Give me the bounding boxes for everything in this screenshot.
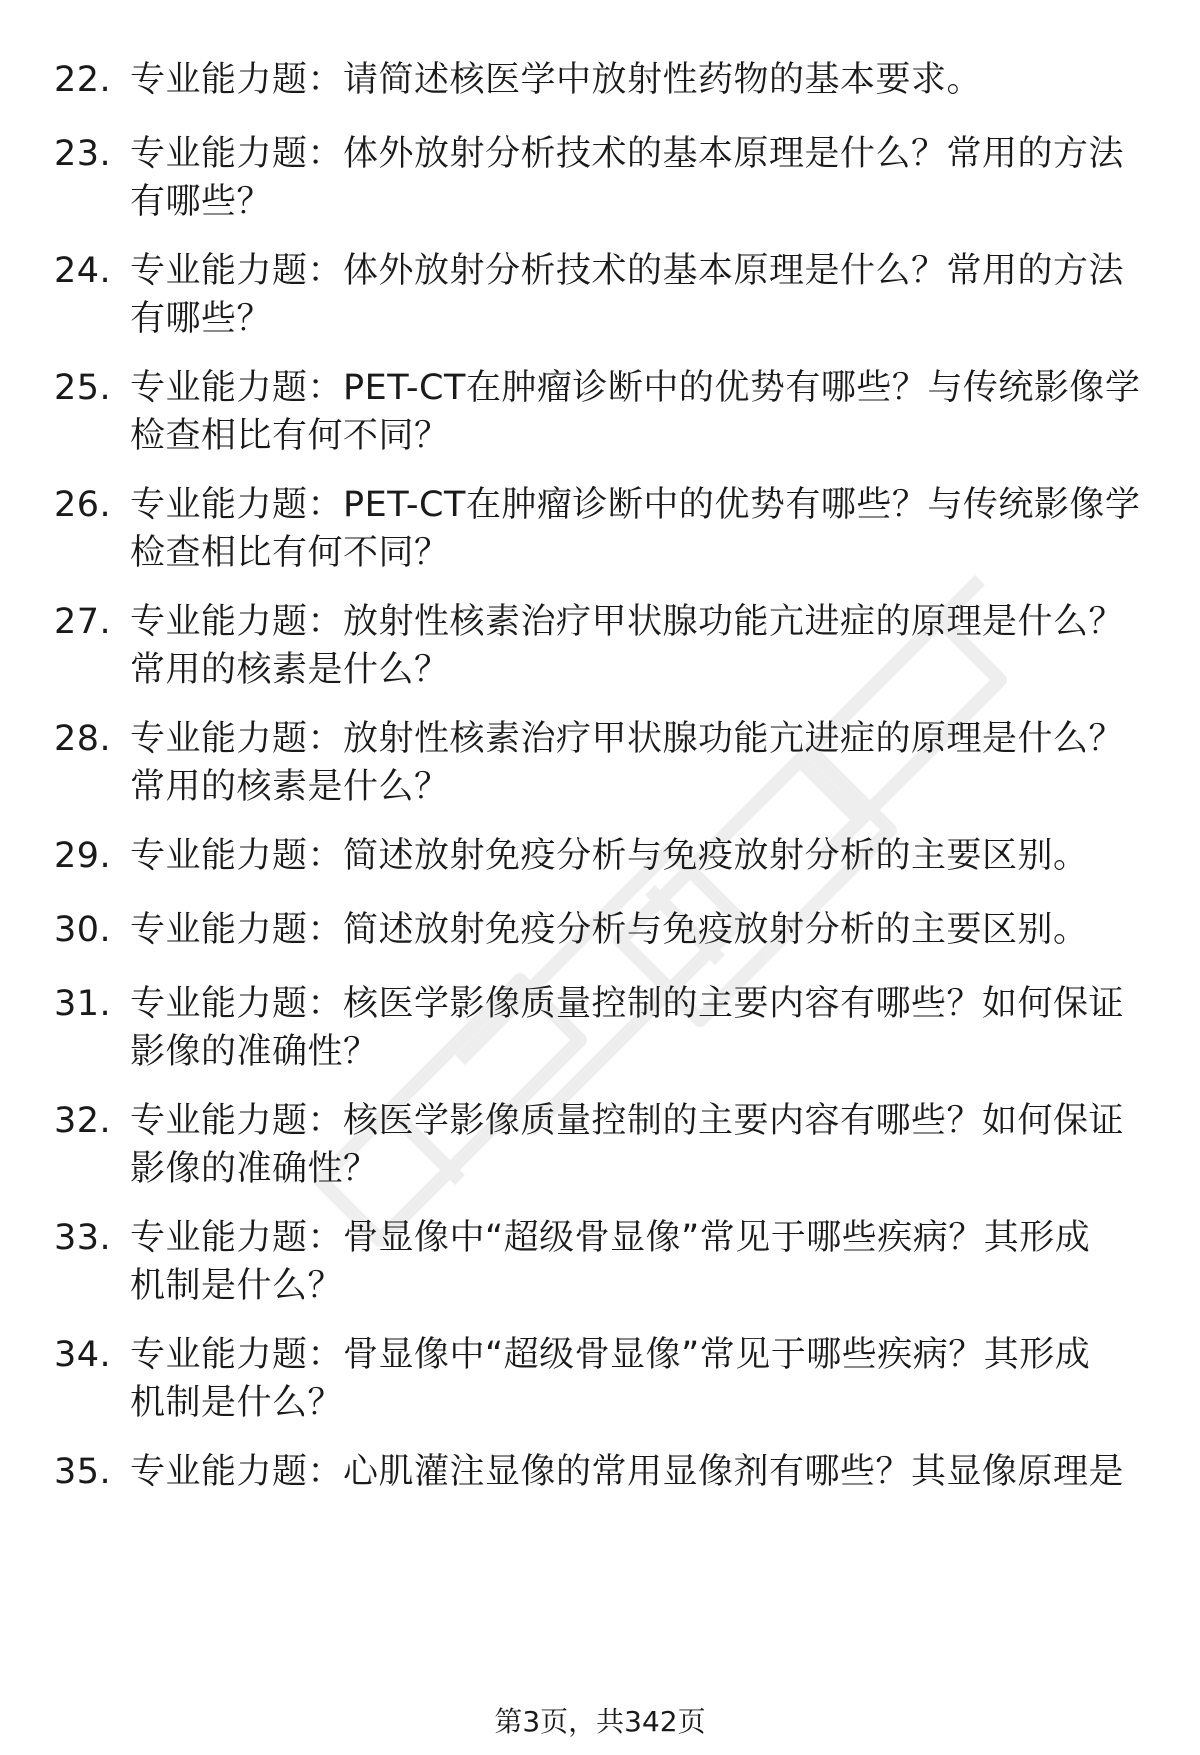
question-number: 32.	[54, 1101, 112, 1141]
question-number: 31.	[54, 984, 112, 1024]
question-number: 30.	[54, 910, 112, 950]
question-text: 专业能力题：放射性核素治疗甲状腺功能亢进症的原理是什么？ 常用的核素是什么？	[130, 602, 1125, 690]
question-number: 27.	[54, 602, 112, 642]
page-footer: 第3页，共342页	[494, 1705, 706, 1738]
question-text: 专业能力题：骨显像中“超级骨显像”常见于哪些疾病？其形成 机制是什么？	[130, 1335, 1091, 1423]
question-number: 25.	[54, 368, 112, 408]
question-text: 专业能力题：心肌灌注显像的常用显像剂有哪些？其显像原理是	[130, 1452, 1125, 1492]
question-text: 专业能力题：PET-CT在肿瘤诊断中的优势有哪些？与传统影像学 检查相比有何不同？	[130, 368, 1141, 456]
question-text: 专业能力题：体外放射分析技术的基本原理是什么？常用的方法 有哪些？	[130, 251, 1125, 339]
question-number: 26.	[54, 485, 112, 525]
question-text: 专业能力题：简述放射免疫分析与免疫放射分析的主要区别。	[130, 910, 1089, 950]
question-number: 23.	[54, 134, 112, 174]
question-number: 22.	[54, 60, 112, 100]
question-text: 专业能力题：核医学影像质量控制的主要内容有哪些？如何保证 影像的准确性？	[130, 1101, 1125, 1189]
question-text: 专业能力题：核医学影像质量控制的主要内容有哪些？如何保证 影像的准确性？	[130, 984, 1125, 1072]
question-number: 34.	[54, 1335, 112, 1375]
question-number: 28.	[54, 719, 112, 759]
question-number: 33.	[54, 1218, 112, 1258]
question-number: 35.	[54, 1452, 112, 1492]
question-text: 专业能力题：骨显像中“超级骨显像”常见于哪些疾病？其形成 机制是什么？	[130, 1218, 1091, 1306]
question-text: 专业能力题：放射性核素治疗甲状腺功能亢进症的原理是什么？ 常用的核素是什么？	[130, 719, 1125, 807]
question-text: 专业能力题：体外放射分析技术的基本原理是什么？常用的方法 有哪些？	[130, 134, 1125, 222]
question-number: 29.	[54, 836, 112, 876]
question-number: 24.	[54, 251, 112, 291]
question-text: 专业能力题：PET-CT在肿瘤诊断中的优势有哪些？与传统影像学 检查相比有何不同？	[130, 485, 1141, 573]
question-text: 专业能力题：简述放射免疫分析与免疫放射分析的主要区别。	[130, 836, 1089, 876]
question-text: 专业能力题：请简述核医学中放射性药物的基本要求。	[130, 60, 983, 100]
